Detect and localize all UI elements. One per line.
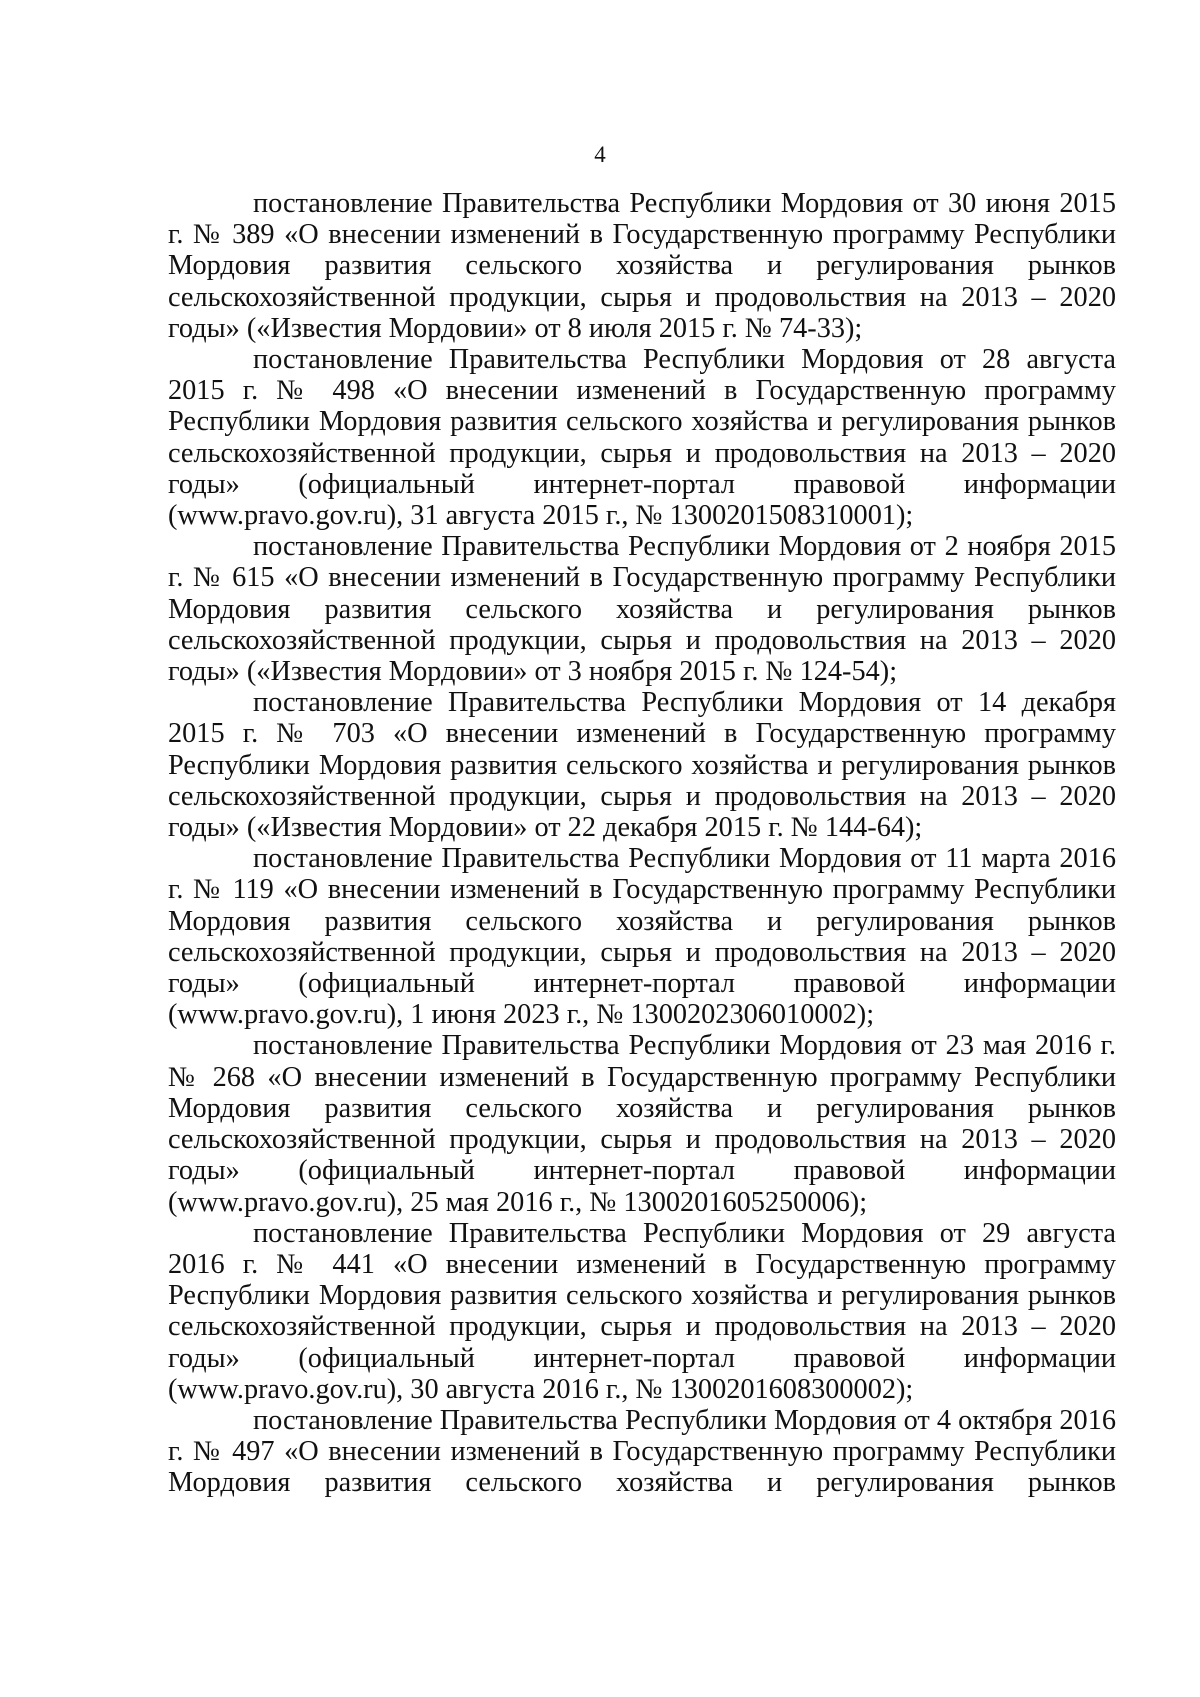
resolution-paragraph: постановление Правительства Республики Мордовия от 28 августа 2015 г. № 498 «О внесении изменений в Государственную программу Республики Мордовия развития сельского хозяйства и регулирования рынков сельскохозяйственной продукции, сырья и продовольствия на 2013 – 2020 годы» (официальный интернет-портал правовой информации (www.pravo.gov.ru), 31 августа 2015 г., № 1300201508310001); <box>168 344 1116 532</box>
resolution-paragraph: постановление Правительства Республики Мордовия от 11 марта 2016 г. № 119 «О внесении изменений в Государственную программу Республики Мордовия развития сельского хозяйства и регулирования рынков сельскохозяйственной продукции, сырья и продовольствия на 2013 – 2020 годы» (официальный интернет-портал правовой информации (www.pravo.gov.ru), 1 июня 2023 г., № 1300202306010002); <box>168 843 1116 1031</box>
document-body <box>168 188 1116 1499</box>
resolution-paragraph: постановление Правительства Республики Мордовия от 4 октября 2016 г. № 497 «О внесении изменений в Государственную программу Республики Мордовия развития сельского хозяйства и регулирования рынков <box>168 1404 1116 1499</box>
resolution-paragraph: постановление Правительства Республики Мордовия от 14 декабря 2015 г. № 703 «О внесении изменений в Государственную программу Республики Мордовия развития сельского хозяйства и регулирования рынков сельскохозяйственной продукции, сырья и продовольствия на 2013 – 2020 годы» («Известия Мордовии» от 22 декабря 2015 г. № 144-64); <box>168 687 1116 844</box>
resolution-paragraph: постановление Правительства Республики Мордовия от 2 ноября 2015 г. № 615 «О внесении изменений в Государственную программу Республики Мордовия развития сельского хозяйства и регулирования рынков сельскохозяйственной продукции, сырья и продовольствия на 2013 – 2020 годы» («Известия Мордовии» от 3 ноября 2015 г. № 124-54); <box>168 531 1116 688</box>
resolution-paragraph: постановление Правительства Республики Мордовия от 23 мая 2016 г. № 268 «О внесении изменений в Государственную программу Республики Мордовия развития сельского хозяйства и регулирования рынков сельскохозяйственной продукции, сырья и продовольствия на 2013 – 2020 годы» (официальный интернет-портал правовой информации (www.pravo.gov.ru), 25 мая 2016 г., № 1300201605250006); <box>168 1030 1116 1218</box>
page-number: 4 <box>594 142 606 167</box>
resolution-paragraph: постановление Правительства Республики Мордовия от 29 августа 2016 г. № 441 «О внесении изменений в Государственную программу Республики Мордовия развития сельского хозяйства и регулирования рынков сельскохозяйственной продукции, сырья и продовольствия на 2013 – 2020 годы» (официальный интернет-портал правовой информации (www.pravo.gov.ru), 30 августа 2016 г., № 1300201608300002); <box>168 1217 1116 1405</box>
resolution-paragraph: постановление Правительства Республики Мордовия от 30 июня 2015 г. № 389 «О внесении изменений в Государственную программу Республики Мордовия развития сельского хозяйства и регулирования рынков сельскохозяйственной продукции, сырья и продовольствия на 2013 – 2020 годы» («Известия Мордовии» от 8 июля 2015 г. № 74-33); <box>168 188 1116 344</box>
